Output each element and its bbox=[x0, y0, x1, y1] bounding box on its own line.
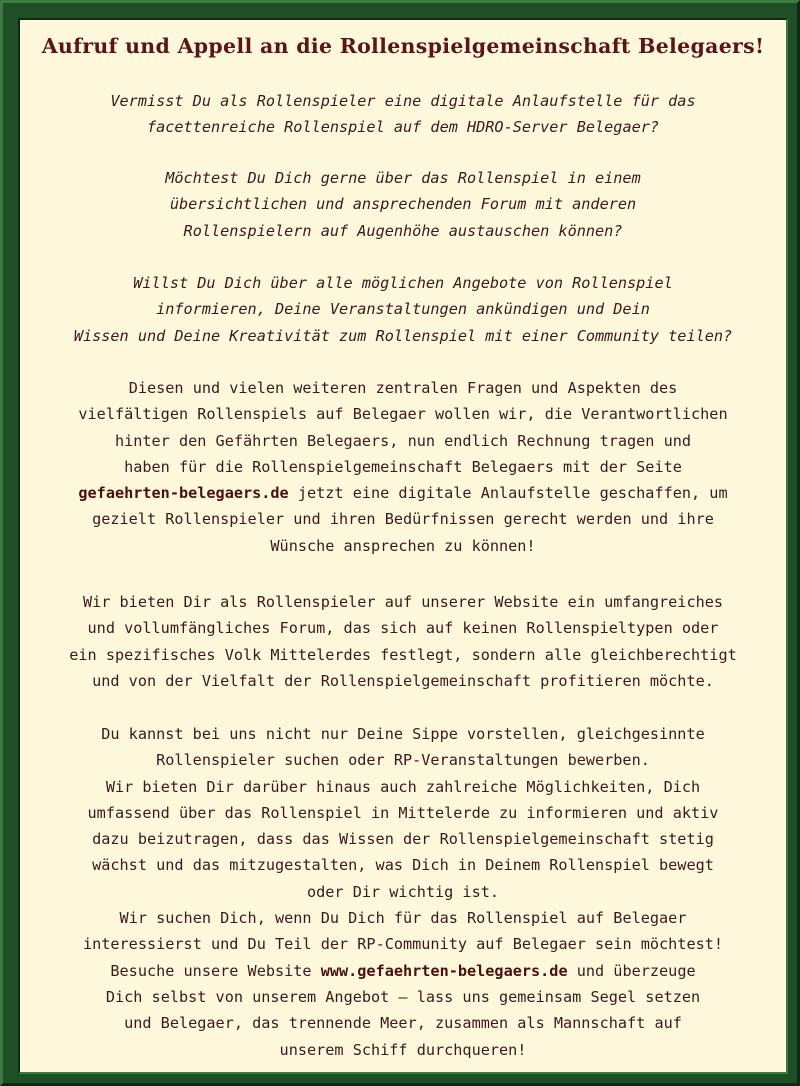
question-2-line-2: übersichtlichen und ansprechenden Forum mit anderen bbox=[169, 195, 637, 214]
paragraph-offer-line-1: Du kannst bei uns nicht nur Deine Sippe vorstellen, gleichgesinnte bbox=[101, 725, 705, 743]
paragraph-offer-line-7: oder Dir wichtig ist. bbox=[306, 882, 500, 901]
question-1-line-1: Vermisst Du als Rollenspieler eine digitale Anlaufstelle für das bbox=[110, 92, 696, 110]
paragraph-intro-line-5 bbox=[20, 480, 786, 506]
paragraph-offer-line-12: und Belegaer, das trennende Meer, zusammen als Mannschaft auf bbox=[124, 1014, 682, 1033]
paragraph-forum bbox=[20, 589, 786, 694]
question-3-line-3: Wissen und Deine Kreativität zum Rollenspiel mit einer Community teilen? bbox=[73, 326, 733, 345]
website-link-after: und überzeuge bbox=[567, 961, 696, 980]
question-3-line-1: Willst Du Dich über alle möglichen Angebote von Rollenspiel bbox=[133, 274, 673, 292]
content-panel bbox=[18, 18, 788, 1074]
page-title: Aufruf und Appell an die Rollenspielgemeinschaft Belegaers! bbox=[41, 34, 765, 58]
paragraph-forum-line-3: ein spezifisches Volk Mittelerdes festlegt, sondern alle gleichberechtigt bbox=[69, 645, 737, 664]
paragraph-intro bbox=[20, 375, 786, 559]
paragraph-offer-line-6: wächst und das mitzugestalten, was Dich in Deinem Rollenspiel bewegt bbox=[92, 856, 714, 875]
paragraph-offer-line-5: dazu beizutragen, dass das Wissen der Rollenspielgemeinschaft stetig bbox=[92, 830, 714, 849]
paragraph-offer-line-2: Rollenspieler suchen oder RP-Veranstaltungen bewerben. bbox=[156, 751, 650, 770]
paragraph-forum-line-1: Wir bieten Dir als Rollenspieler auf unserer Website ein umfangreiches bbox=[82, 593, 724, 611]
website-link-before: Besuche unsere Website bbox=[110, 961, 321, 980]
paragraph-offer-line-10 bbox=[20, 958, 786, 984]
question-2 bbox=[20, 165, 786, 244]
question-1 bbox=[20, 88, 786, 141]
question-1-line-2: facettenreiche Rollenspiel auf dem HDRO-Server Belegaer? bbox=[146, 118, 660, 137]
paragraph-intro-line-7: Wünsche ansprechen zu können! bbox=[270, 536, 536, 555]
paragraph-offer-line-11: Dich selbst von unserem Angebot – lass uns gemeinsam Segel setzen bbox=[105, 987, 701, 1006]
paragraph-offer bbox=[20, 721, 786, 1063]
paragraph-offer-line-4: umfassend über das Rollenspiel in Mittelerde zu informieren und aktiv bbox=[87, 803, 719, 822]
paragraph-forum-line-2: und vollumfängliches Forum, das sich auf keinen Rollenspieltypen oder bbox=[87, 619, 719, 638]
question-3 bbox=[20, 270, 786, 349]
website-link[interactable]: www.gefaehrten-belegaers.de bbox=[320, 961, 568, 980]
paragraph-offer-line-8: Wir suchen Dich, wenn Du Dich für das Rollenspiel auf Belegaer bbox=[119, 909, 687, 928]
site-link[interactable]: gefaehrten-belegaers.de bbox=[78, 484, 289, 503]
paragraph-intro-line-4: haben für die Rollenspielgemeinschaft Belegaers mit der Seite bbox=[124, 457, 682, 476]
paragraph-intro-line-3: hinter den Gefährten Belegaers, nun endlich Rechnung tragen und bbox=[114, 431, 692, 450]
paragraph-offer-line-3: Wir bieten Dir darüber hinaus auch zahlreiche Möglichkeiten, Dich bbox=[105, 777, 701, 796]
question-3-line-2: informieren, Deine Veranstaltungen ankündigen und Dein bbox=[156, 300, 650, 319]
site-link-after: jetzt eine digitale Anlaufstelle geschaffen, um bbox=[288, 484, 728, 503]
paragraph-offer-line-13: unserem Schiff durchqueren! bbox=[279, 1040, 527, 1059]
paragraph-intro-line-2: vielfältigen Rollenspiels auf Belegaer wollen wir, die Verantwortlichen bbox=[78, 405, 728, 424]
question-2-line-1: Möchtest Du Dich gerne über das Rollenspiel in einem bbox=[165, 169, 641, 187]
paragraph-intro-line-1: Diesen und vielen weiteren zentralen Fragen und Aspekten des bbox=[128, 379, 678, 397]
question-2-line-3: Rollenspielern auf Augenhöhe austauschen können? bbox=[183, 221, 623, 240]
paragraph-offer-line-9: interessierst und Du Teil der RP-Community auf Belegaer sein möchtest! bbox=[82, 935, 724, 954]
paragraph-forum-line-4: und von der Vielfalt der Rollenspielgemeinschaft profitieren möchte. bbox=[92, 671, 714, 690]
paragraph-intro-line-6: gezielt Rollenspieler und ihren Bedürfnissen gerecht werden und ihre bbox=[92, 510, 714, 529]
